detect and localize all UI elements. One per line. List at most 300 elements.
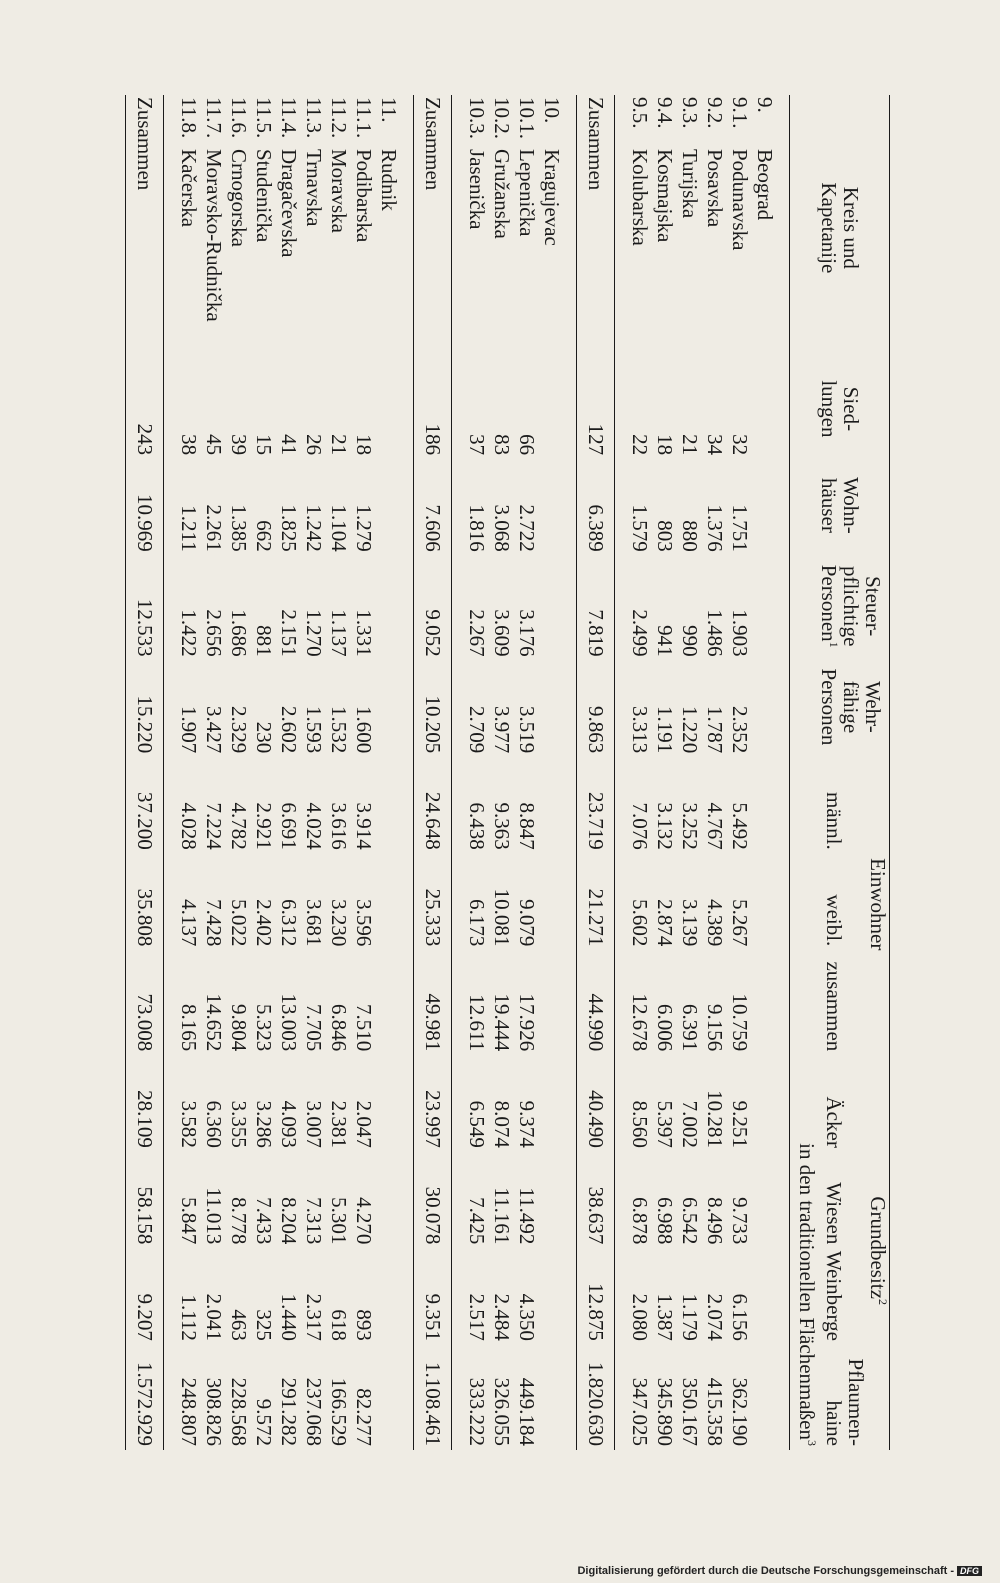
table-cell: 82.277 xyxy=(351,1388,376,1446)
table-cell: 39 xyxy=(226,434,251,456)
row-number: 11.8. xyxy=(176,97,201,139)
row-number: 9.5. xyxy=(627,97,652,129)
table-cell: 2.261 xyxy=(201,504,226,552)
table-cell: 7.002 xyxy=(677,1100,702,1148)
table-cell: 18 xyxy=(351,434,376,456)
table-cell: 2.402 xyxy=(251,899,276,947)
table-row xyxy=(226,95,251,1450)
table-cell: 2.329 xyxy=(226,705,251,754)
table-cell: 3.068 xyxy=(489,504,514,552)
table-cell: 10.081 xyxy=(489,888,514,947)
row-name: Jasenička xyxy=(464,149,489,230)
row-number: 9.1. xyxy=(727,97,752,129)
total-row xyxy=(125,95,163,1450)
table-cell: 1.907 xyxy=(176,705,201,754)
table-cell: 41 xyxy=(276,434,301,456)
section-number: 11. xyxy=(376,97,401,123)
header-grundbesitz: Grundbesitz$^2$ xyxy=(866,1196,890,1305)
table-cell: 6.360 xyxy=(201,1100,226,1148)
table-cell: 6.438 xyxy=(464,802,489,850)
table-cell: 83 xyxy=(489,434,514,456)
table-cell: 6.549 xyxy=(464,1100,489,1148)
table-cell: 9.374 xyxy=(514,1100,539,1148)
table-cell: 463 xyxy=(226,1309,251,1341)
row-label xyxy=(702,95,727,363)
row-name: Podunavska xyxy=(727,149,752,251)
table-cell: 7.428 xyxy=(201,899,226,947)
table-cell: 1.331 xyxy=(351,609,376,657)
table-cell: 9.804 xyxy=(226,1004,251,1052)
table-cell: 1.579 xyxy=(627,504,652,552)
table-cell: 880 xyxy=(677,520,702,552)
total-label: Zusammen xyxy=(583,97,608,191)
table-cell: 1.532 xyxy=(326,705,351,754)
total-cell: 127 xyxy=(583,423,608,456)
row-name: Trnavska xyxy=(301,149,326,227)
spacer-cell xyxy=(163,95,176,1450)
table-row xyxy=(301,95,326,1450)
total-cell: 9.863 xyxy=(583,705,608,754)
table-row xyxy=(727,95,752,1450)
row-name: Kolubarska xyxy=(627,149,652,246)
table-row xyxy=(489,95,514,1450)
table-cell: 248.807 xyxy=(176,1377,201,1446)
table-cell: 1.422 xyxy=(176,609,201,657)
table-cell: 4.389 xyxy=(702,899,727,947)
spacer-cell xyxy=(614,95,627,1450)
table-cell: 350.167 xyxy=(677,1377,702,1446)
row-label xyxy=(301,95,326,363)
table-cell: 3.616 xyxy=(326,802,351,850)
table-cell: 32 xyxy=(727,434,752,456)
table-cell: 7.425 xyxy=(464,1197,489,1245)
table-cell: 4.767 xyxy=(702,802,727,850)
row-number: 10.1. xyxy=(514,97,539,139)
table-cell: 3.977 xyxy=(489,705,514,754)
row-name: Posavska xyxy=(702,149,727,228)
table-cell: 37 xyxy=(464,434,489,456)
total-cell: 1.572.929 xyxy=(132,1362,157,1446)
table-row xyxy=(351,95,376,1450)
table-cell: 19.444 xyxy=(489,993,514,1052)
total-rule xyxy=(614,95,615,1450)
table-cell: 2.484 xyxy=(489,1293,514,1341)
row-label xyxy=(489,95,514,363)
row-number: 11.7. xyxy=(201,97,226,139)
table-cell: 11.161 xyxy=(489,1187,514,1245)
header-siedlungen: Sied- lungen xyxy=(816,380,863,438)
table-cell: 2.080 xyxy=(627,1293,652,1341)
table-cell: 9.733 xyxy=(727,1197,752,1245)
row-number: 11.1. xyxy=(351,97,376,139)
total-rule xyxy=(413,95,414,1450)
table-cell: 1.440 xyxy=(276,1293,301,1341)
table-cell: 6.988 xyxy=(652,1197,677,1245)
header-maennl: männl. xyxy=(821,792,846,850)
table-cell: 7.313 xyxy=(301,1197,326,1245)
table-cell: 8.204 xyxy=(276,1197,301,1245)
table-cell: 2.041 xyxy=(201,1293,226,1341)
row-name: Kosmajska xyxy=(652,149,677,243)
table-cell: 3.230 xyxy=(326,899,351,947)
table-cell: 7.433 xyxy=(251,1197,276,1245)
total-cell: 38.637 xyxy=(583,1186,608,1245)
table-cell: 1.385 xyxy=(226,504,251,552)
table-cell: 1.270 xyxy=(301,609,326,657)
header-weinberge: Weinberge xyxy=(821,1250,846,1341)
section-number: 9. xyxy=(752,97,777,113)
total-cell: 28.109 xyxy=(132,1090,157,1148)
spacer-cell xyxy=(777,95,790,1450)
empty-cell xyxy=(539,363,564,1450)
table-cell: 11.013 xyxy=(201,1187,226,1245)
table-cell: 2.352 xyxy=(727,705,752,754)
total-row xyxy=(576,95,614,1450)
table-cell: 4.350 xyxy=(514,1293,539,1341)
table-cell: 45 xyxy=(201,434,226,456)
header-pflaumenhaine: Pflaumen- haine xyxy=(821,1358,868,1446)
header-steuerpflichtige: Steuer- pflichtige Personen$^1$ xyxy=(816,564,885,648)
table-cell: 5.492 xyxy=(727,802,752,850)
row-number: 10.3. xyxy=(464,97,489,139)
row-label xyxy=(176,95,201,363)
total-cell: 44.990 xyxy=(583,993,608,1052)
table-cell: 1.191 xyxy=(652,705,677,754)
section-heading-row xyxy=(376,95,401,1450)
table-cell: 3.355 xyxy=(226,1100,251,1148)
total-cell: 73.008 xyxy=(132,993,157,1052)
table-cell: 34 xyxy=(702,434,727,456)
table-cell: 1.593 xyxy=(301,705,326,754)
table-cell: 6.173 xyxy=(464,899,489,947)
table-cell: 3.313 xyxy=(627,705,652,754)
table-cell: 5.847 xyxy=(176,1197,201,1245)
row-name: Gružanska xyxy=(489,149,514,239)
table-cell: 9.251 xyxy=(727,1100,752,1148)
total-cell: 24.648 xyxy=(420,792,445,850)
table-cell: 4.782 xyxy=(226,802,251,850)
row-number: 11.4. xyxy=(276,97,301,139)
table-cell: 3.596 xyxy=(351,899,376,947)
total-cell: 10.205 xyxy=(420,695,445,754)
total-cell: 9.052 xyxy=(420,609,445,657)
table-cell: 333.222 xyxy=(464,1377,489,1446)
table-cell: 21 xyxy=(677,434,702,456)
table-cell: 15 xyxy=(251,434,276,456)
table-cell: 291.282 xyxy=(276,1377,301,1446)
table-cell: 7.224 xyxy=(201,802,226,850)
table-cell: 9.363 xyxy=(489,802,514,850)
section-number: 10. xyxy=(539,97,564,124)
total-cell: 10.969 xyxy=(132,493,157,552)
table-cell: 941 xyxy=(652,625,677,657)
table-cell: 9.572 xyxy=(251,1398,276,1446)
table-row xyxy=(702,95,727,1450)
row-number: 11.3. xyxy=(301,97,326,139)
header-aecker: Äcker xyxy=(821,1096,846,1148)
table-cell: 449.184 xyxy=(514,1377,539,1446)
table-cell: 803 xyxy=(652,520,677,552)
header-wohnhaeuser: Wohn- häuser xyxy=(816,477,863,534)
table-cell: 4.093 xyxy=(276,1100,301,1148)
spacer-cell xyxy=(564,95,576,1450)
table-cell: 17.926 xyxy=(514,993,539,1052)
total-cell: 1.820.630 xyxy=(583,1362,608,1446)
table-cell: 1.387 xyxy=(652,1293,677,1341)
total-row xyxy=(413,95,451,1450)
total-label: Zusammen xyxy=(420,97,445,191)
table-cell: 415.358 xyxy=(702,1377,727,1446)
table-cell: 2.874 xyxy=(652,899,677,947)
total-cell: 12.875 xyxy=(583,1283,608,1341)
table-cell: 3.427 xyxy=(201,705,226,754)
section-heading-row xyxy=(752,95,777,1450)
table-cell: 2.921 xyxy=(251,802,276,850)
total-label: Zusammen xyxy=(132,97,157,191)
table-cell: 237.068 xyxy=(301,1377,326,1446)
table-row xyxy=(326,95,351,1450)
table-cell: 3.286 xyxy=(251,1100,276,1148)
table-cell: 1.816 xyxy=(464,504,489,552)
total-cell: 6.389 xyxy=(583,504,608,552)
table-cell: 9.079 xyxy=(514,899,539,947)
table-cell: 1.179 xyxy=(677,1293,702,1341)
spacer-cell xyxy=(401,95,413,1450)
table-cell: 1.903 xyxy=(727,609,752,657)
table-cell: 26 xyxy=(301,434,326,456)
total-cell: 1.108.461 xyxy=(420,1362,445,1446)
table-cell: 5.022 xyxy=(226,899,251,947)
table-cell: 1.686 xyxy=(226,609,251,657)
header-unit: in den traditionellen Flächenmaßen$^3$ xyxy=(794,1143,819,1446)
total-cell: 30.078 xyxy=(420,1186,445,1245)
table-cell: 1.825 xyxy=(276,504,301,552)
header-rule xyxy=(789,95,790,1450)
total-cell: 40.490 xyxy=(583,1090,608,1148)
footnote-marker: 3 xyxy=(804,1440,819,1446)
total-cell: 37.200 xyxy=(132,792,157,850)
table-cell: 5.602 xyxy=(627,899,652,947)
section-heading xyxy=(752,95,777,363)
table-cell: 7.705 xyxy=(301,1004,326,1052)
table-cell: 2.381 xyxy=(326,1100,351,1148)
table-cell: 1.787 xyxy=(702,705,727,754)
table-cell: 893 xyxy=(351,1309,376,1341)
total-cell: 15.220 xyxy=(132,695,157,754)
table-cell: 21 xyxy=(326,434,351,456)
table-cell: 14.652 xyxy=(201,993,226,1052)
table-cell: 10.281 xyxy=(702,1090,727,1148)
table-cell: 3.252 xyxy=(677,802,702,850)
table-cell: 1.112 xyxy=(176,1294,201,1341)
total-cell: 25.333 xyxy=(420,888,445,947)
table-cell: 12.611 xyxy=(464,994,489,1052)
total-cell: 35.808 xyxy=(132,888,157,947)
header-einwohner: Einwohner xyxy=(866,858,890,951)
row-label xyxy=(201,95,226,363)
total-cell: 186 xyxy=(420,423,445,456)
empty-cell xyxy=(376,363,401,1450)
total-cell: 23.719 xyxy=(583,792,608,850)
total-cell: 7.819 xyxy=(583,609,608,657)
table-cell: 5.267 xyxy=(727,899,752,947)
table-cell: 6.006 xyxy=(652,1004,677,1052)
table-cell: 1.211 xyxy=(176,505,201,552)
section-name: Beograd xyxy=(752,149,777,221)
table-cell: 230 xyxy=(251,721,276,754)
table-cell: 2.151 xyxy=(276,609,301,657)
table-row xyxy=(627,95,652,1450)
table-cell: 3.609 xyxy=(489,609,514,657)
section-heading-row xyxy=(539,95,564,1450)
row-name: Dragačevska xyxy=(276,149,301,258)
table-cell: 362.190 xyxy=(727,1377,752,1446)
row-label xyxy=(464,95,489,363)
table-cell: 6.542 xyxy=(677,1197,702,1245)
table-cell: 18 xyxy=(652,434,677,456)
header-wehrfaehige: Wehr- fähige Personen xyxy=(816,668,885,746)
table-cell: 3.176 xyxy=(514,609,539,657)
footnote-marker: 2 xyxy=(876,1298,890,1305)
table-cell: 3.132 xyxy=(652,802,677,850)
table-row xyxy=(652,95,677,1450)
table-cell: 6.156 xyxy=(727,1293,752,1341)
table-row xyxy=(176,95,201,1450)
rotated-table-container xyxy=(100,95,890,1450)
table-cell: 8.074 xyxy=(489,1100,514,1148)
row-label xyxy=(677,95,702,363)
row-label xyxy=(226,95,251,363)
row-label xyxy=(351,95,376,363)
table-cell: 1.137 xyxy=(326,609,351,657)
table-cell: 2.722 xyxy=(514,504,539,552)
table-cell: 1.242 xyxy=(301,504,326,552)
table-cell: 4.270 xyxy=(351,1197,376,1245)
table-cell: 4.024 xyxy=(301,802,326,850)
table-cell: 12.678 xyxy=(627,993,652,1052)
footnote-marker: 1 xyxy=(826,641,841,648)
table-cell: 1.486 xyxy=(702,609,727,657)
header-wiesen: Wiesen xyxy=(821,1182,846,1245)
spacer-cell xyxy=(451,95,464,1450)
table-cell: 5.397 xyxy=(652,1100,677,1148)
row-number: 9.2. xyxy=(702,97,727,129)
row-number: 9.3. xyxy=(677,97,702,129)
row-number: 11.5. xyxy=(251,97,276,139)
total-rule xyxy=(163,95,164,1450)
table-row xyxy=(276,95,301,1450)
footer-credit: Digitalisierung gefördert durch die Deutsche Forschungsgemeinschaft - DFG xyxy=(577,1565,982,1577)
table-cell: 38 xyxy=(176,434,201,456)
table-cell: 8.496 xyxy=(702,1197,727,1245)
table-cell: 347.025 xyxy=(627,1377,652,1446)
row-label xyxy=(652,95,677,363)
section-heading xyxy=(539,95,564,363)
table-row xyxy=(464,95,489,1450)
table-cell: 2.656 xyxy=(201,609,226,657)
header-weibl: weibl. xyxy=(821,894,846,947)
row-label xyxy=(251,95,276,363)
table-row xyxy=(201,95,226,1450)
table-cell: 6.878 xyxy=(627,1197,652,1245)
row-label xyxy=(326,95,351,363)
table-cell: 2.074 xyxy=(702,1293,727,1341)
table-cell: 1.279 xyxy=(351,504,376,552)
row-name: Moravska xyxy=(326,149,351,233)
table-cell: 228.568 xyxy=(226,1377,251,1446)
statistics-table xyxy=(125,95,890,1450)
table-cell: 9.156 xyxy=(702,1004,727,1052)
table-cell: 325 xyxy=(251,1309,276,1341)
total-cell: 58.158 xyxy=(132,1186,157,1245)
row-label xyxy=(627,95,652,363)
table-cell: 166.529 xyxy=(326,1377,351,1446)
table-cell: 881 xyxy=(251,625,276,657)
table-cell: 618 xyxy=(326,1309,351,1341)
row-label xyxy=(727,95,752,363)
total-rule xyxy=(576,95,577,1450)
total-cell: 9.351 xyxy=(420,1293,445,1341)
row-label xyxy=(514,95,539,363)
table-cell: 2.317 xyxy=(301,1293,326,1341)
table-cell: 11.492 xyxy=(514,1187,539,1245)
row-name: Moravsko-Rudnička xyxy=(201,149,226,322)
total-cell: 9.207 xyxy=(132,1293,157,1341)
row-name: Studenička xyxy=(251,149,276,243)
section-heading xyxy=(376,95,401,363)
table-cell: 662 xyxy=(251,520,276,552)
section-name: Rudnik xyxy=(376,149,401,211)
table-cell: 2.517 xyxy=(464,1293,489,1341)
table-cell: 4.137 xyxy=(176,899,201,947)
row-name: Podibarska xyxy=(351,149,376,243)
total-cell: 49.981 xyxy=(420,993,445,1052)
table-cell: 1.751 xyxy=(727,504,752,552)
total-rule xyxy=(125,95,126,1450)
total-cell: 21.271 xyxy=(583,888,608,947)
table-cell: 66 xyxy=(514,434,539,456)
table-cell: 990 xyxy=(677,625,702,657)
table-cell: 7.076 xyxy=(627,802,652,850)
table-cell: 5.301 xyxy=(326,1197,351,1245)
table-cell: 3.007 xyxy=(301,1100,326,1148)
table-cell: 6.391 xyxy=(677,1004,702,1052)
section-name: Kragujevac xyxy=(539,149,564,246)
table-cell: 8.847 xyxy=(514,802,539,850)
table-cell: 2.047 xyxy=(351,1100,376,1148)
row-name: Crnogorska xyxy=(226,149,251,247)
row-name: Turijska xyxy=(677,149,702,219)
total-cell: 23.997 xyxy=(420,1090,445,1148)
table-cell: 1.220 xyxy=(677,705,702,754)
table-cell: 2.267 xyxy=(464,609,489,657)
table-body xyxy=(125,95,790,1450)
table-cell: 4.028 xyxy=(176,802,201,850)
table-cell: 13.003 xyxy=(276,993,301,1052)
row-name: Lepenička xyxy=(514,149,539,237)
table-cell: 5.323 xyxy=(251,1004,276,1052)
table-cell: 3.681 xyxy=(301,899,326,947)
row-label xyxy=(276,95,301,363)
table-cell: 1.104 xyxy=(326,504,351,552)
table-cell: 308.826 xyxy=(201,1377,226,1446)
header-kreis: Kreis und Kapetanije xyxy=(816,182,863,274)
row-number: 10.2. xyxy=(489,97,514,139)
table-cell: 3.519 xyxy=(514,705,539,754)
total-cell: 243 xyxy=(132,423,157,456)
table-cell: 345.890 xyxy=(652,1377,677,1446)
table-cell: 8.560 xyxy=(627,1100,652,1148)
